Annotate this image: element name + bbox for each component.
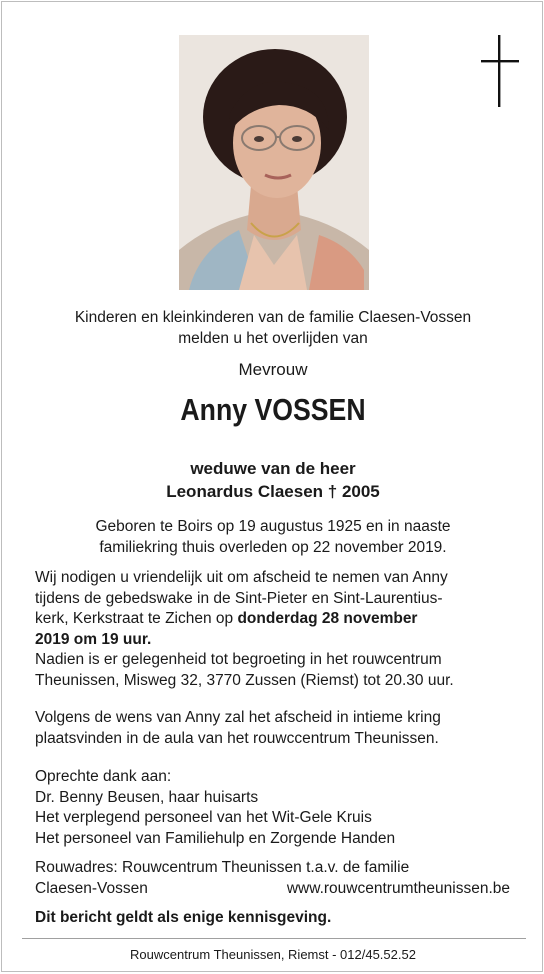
invitation-paragraph: Wij nodigen u vriendelijk uit om afscheid te nemen van Anny tijdens de gebedswake in de Sint-Pieter en Sint-Laurentius- kerk, Kerkstraat te Zichen op donderdag 28 november 2019 om 19 uur. Nadien is er gelegenheid tot begroeting in het rouwcentrum Theunissen, Misweg 32, 3770 Zussen (Riemst) tot 20.30 uur. bbox=[35, 569, 454, 689]
footer-divider bbox=[22, 938, 526, 939]
wish-paragraph: Volgens de wens van Anny zal het afscheid in intieme kring plaatsvinden in de aula van het rouwccentrum Theunissen. bbox=[35, 709, 441, 747]
intro-text: Kinderen en kleinkinderen van de familie Claesen-Vossen melden u het overlijden van bbox=[74, 309, 472, 347]
deceased-name: Anny VOSSEN bbox=[180, 392, 366, 427]
widow-text: weduwe van de heer Leonardus Claesen † 2005 bbox=[166, 459, 380, 501]
notice-text: Dit bericht geldt als enige kennisgeving. bbox=[35, 909, 332, 926]
thanks-paragraph: Oprechte dank aan: Dr. Benny Beusen, haar huisarts Het verplegend personeel van het Wit-Gele Kruis Het personeel van Familiehulp en Zorgende Handen bbox=[35, 768, 396, 847]
memorial-card bbox=[1, 1, 543, 972]
portrait-photo bbox=[179, 35, 369, 290]
address-paragraph: Rouwadres: Rouwcentrum Theunissen t.a.v. de familie Claesen-Vossen www.rouwcentrumtheunissen.be bbox=[35, 858, 525, 899]
footer-text: Rouwcentrum Theunissen, Riemst - 012/45.52.52 bbox=[130, 947, 416, 962]
birth-death-text: Geboren te Boirs op 19 augustus 1925 en in naaste familiekring thuis overleden op 22 november 2019. bbox=[95, 518, 451, 556]
website-link[interactable]: www.rouwcentrumtheunissen.be bbox=[286, 879, 510, 897]
honorific: Mevrouw bbox=[238, 360, 308, 379]
portrait-image bbox=[179, 35, 369, 290]
cross-icon bbox=[478, 35, 522, 107]
